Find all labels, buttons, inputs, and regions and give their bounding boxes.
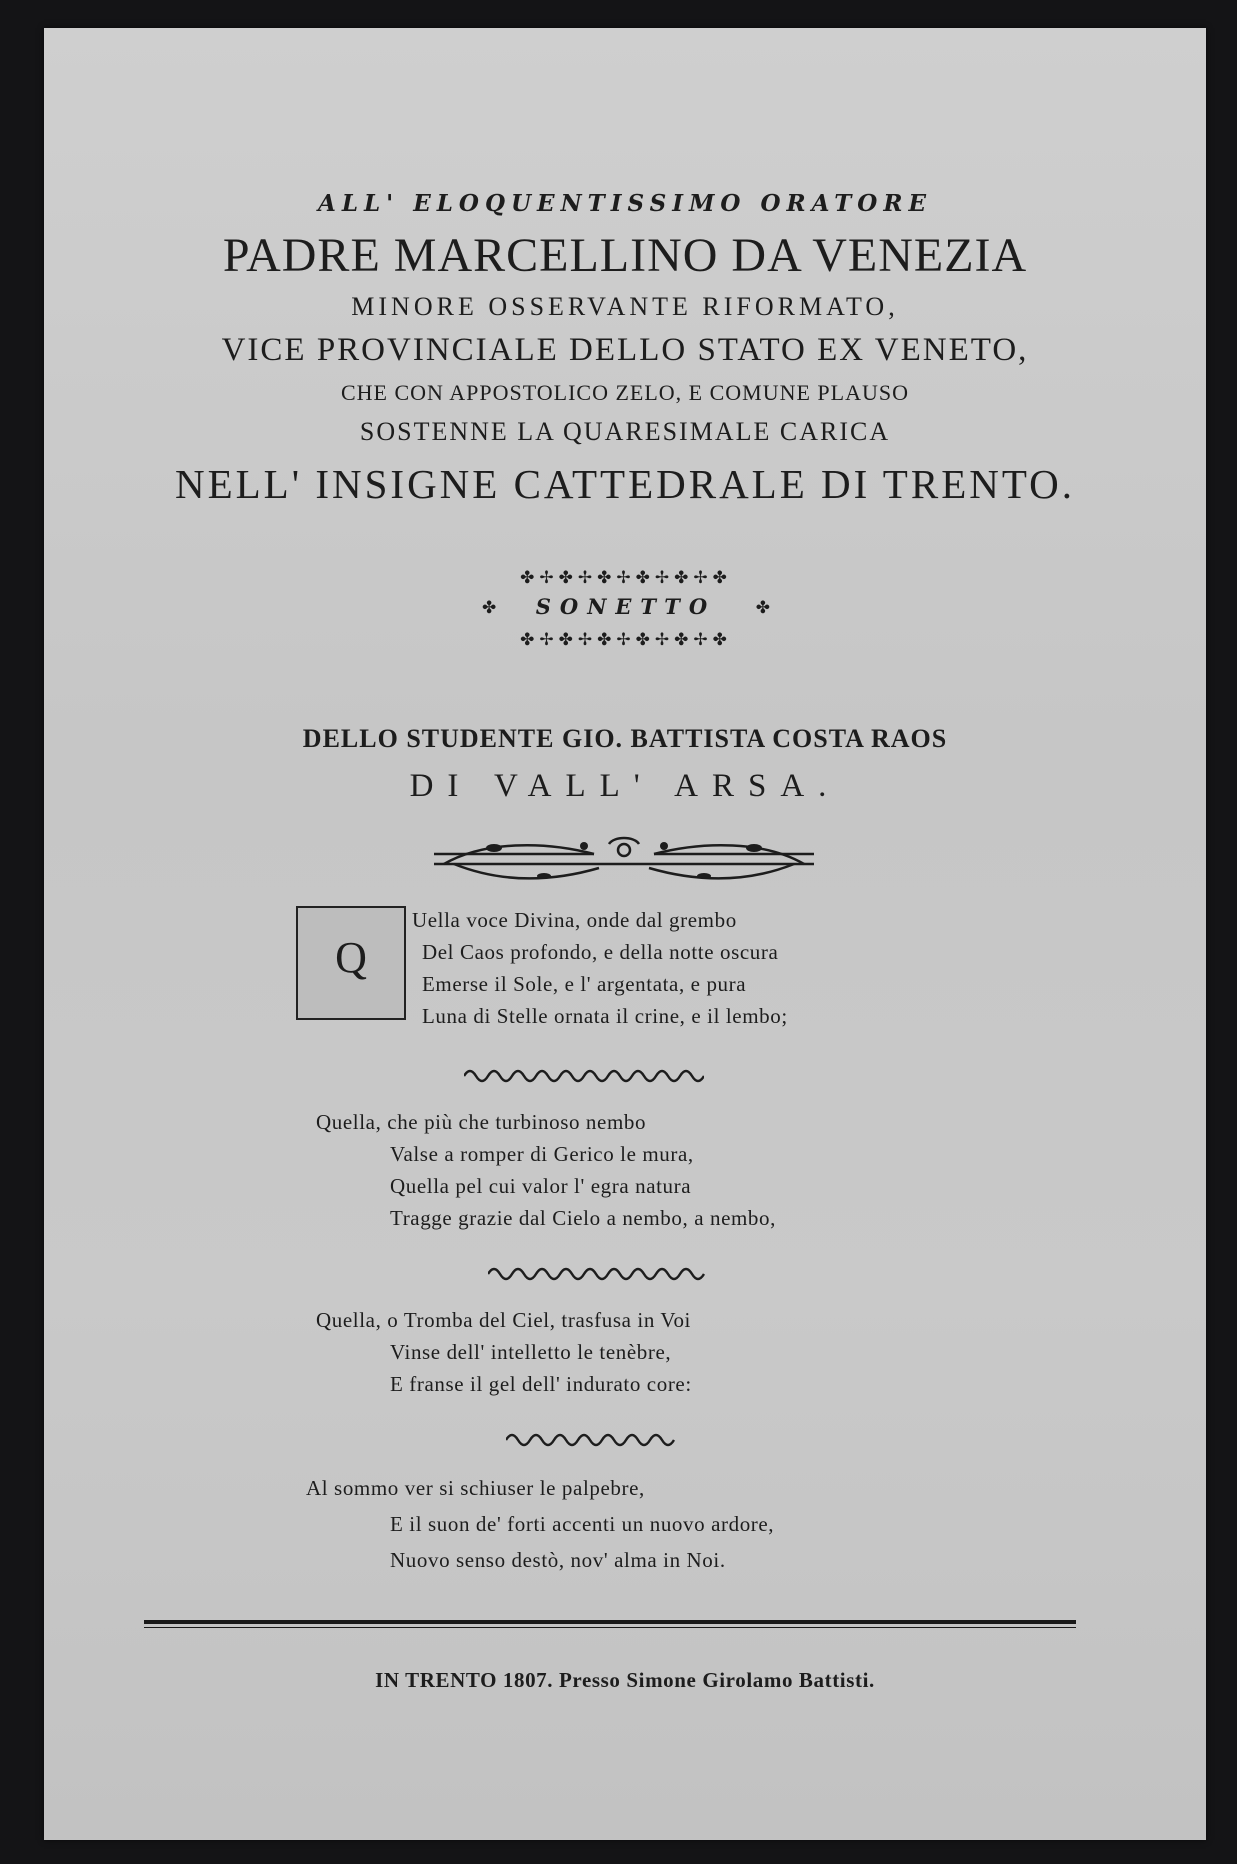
cathedral-line: NELL' INSIGNE CATTEDRALE DI TRENTO.: [174, 461, 1076, 507]
printed-sheet: [44, 28, 1206, 1840]
order-line: MINORE OSSERVANTE RIFORMATO,: [351, 292, 899, 321]
verse-line: Valse a romper di Gerico le mura,: [390, 1142, 694, 1166]
bottom-rule-thin: [144, 1627, 1076, 1628]
title-line: VICE PROVINCIALE DELLO STATO EX VENETO,: [221, 332, 1029, 368]
author-line: DELLO STUDENTE GIO. BATTISTA COSTA RAOS: [302, 724, 948, 753]
verse-line: Nuovo senso destò, nov' alma in Noi.: [390, 1548, 726, 1572]
dropcap-letter: Q: [335, 933, 367, 982]
stanza-divider: [488, 1262, 708, 1286]
verse-line: Al sommo ver si schiuser le palpebre,: [306, 1476, 645, 1500]
honoree-name: PADRE MARCELLINO DA VENEZIA: [222, 229, 1028, 282]
dedication-line: ALL' ELOQUENTISSIMO ORATORE: [317, 190, 932, 217]
verse-line: Uella voce Divina, onde dal grembo: [412, 908, 737, 932]
ornament-border-bottom: ✤✢✤✢✤✢✤✢✤✢✤: [520, 630, 732, 650]
ornament-border-right: ✤: [755, 598, 770, 618]
verse-line: E franse il gel dell' indurato core:: [390, 1372, 692, 1396]
verse-line: Quella, o Tromba del Ciel, trasfusa in Voi: [316, 1308, 691, 1332]
author-origin: DI VALL' ARSA.: [409, 768, 841, 804]
sonetto-label: SONETTO: [535, 594, 717, 619]
verse-line: Quella, che più che turbinoso nembo: [316, 1110, 647, 1134]
verse-line: Quella pel cui valor l' egra natura: [390, 1174, 692, 1198]
verse-line: Tragge grazie dal Cielo a nembo, a nembo,: [390, 1206, 776, 1230]
verse-line: Luna di Stelle ornata il crine, e il lembo;: [422, 1004, 788, 1028]
verse-line: Vinse dell' intelletto le tenèbre,: [390, 1340, 672, 1364]
vine-ornament: [424, 836, 824, 886]
verse-line: E il suon de' forti accenti un nuovo ardore,: [390, 1512, 775, 1536]
praise-line: CHE CON APPOSTOLICO ZELO, E COMUNE PLAUSO: [340, 380, 910, 405]
stanza-divider: [464, 1064, 704, 1088]
decorated-initial: [296, 906, 406, 1020]
printer-imprint: IN TRENTO 1807. Presso Simone Girolamo Battisti.: [375, 1668, 875, 1692]
sonetto-ornament-box: [480, 568, 772, 654]
verse-line: Emerse il Sole, e l' argentata, e pura: [422, 972, 747, 996]
bottom-rule-thick: [144, 1620, 1076, 1624]
ornament-border-top: ✤✢✤✢✤✢✤✢✤✢✤: [520, 568, 732, 588]
verse-line: Del Caos profondo, e della notte oscura: [422, 940, 779, 964]
ornament-border-left: ✤: [482, 598, 497, 618]
stanza-divider: [506, 1428, 676, 1452]
office-line: SOSTENNE LA QUARESIMALE CARICA: [359, 417, 891, 446]
